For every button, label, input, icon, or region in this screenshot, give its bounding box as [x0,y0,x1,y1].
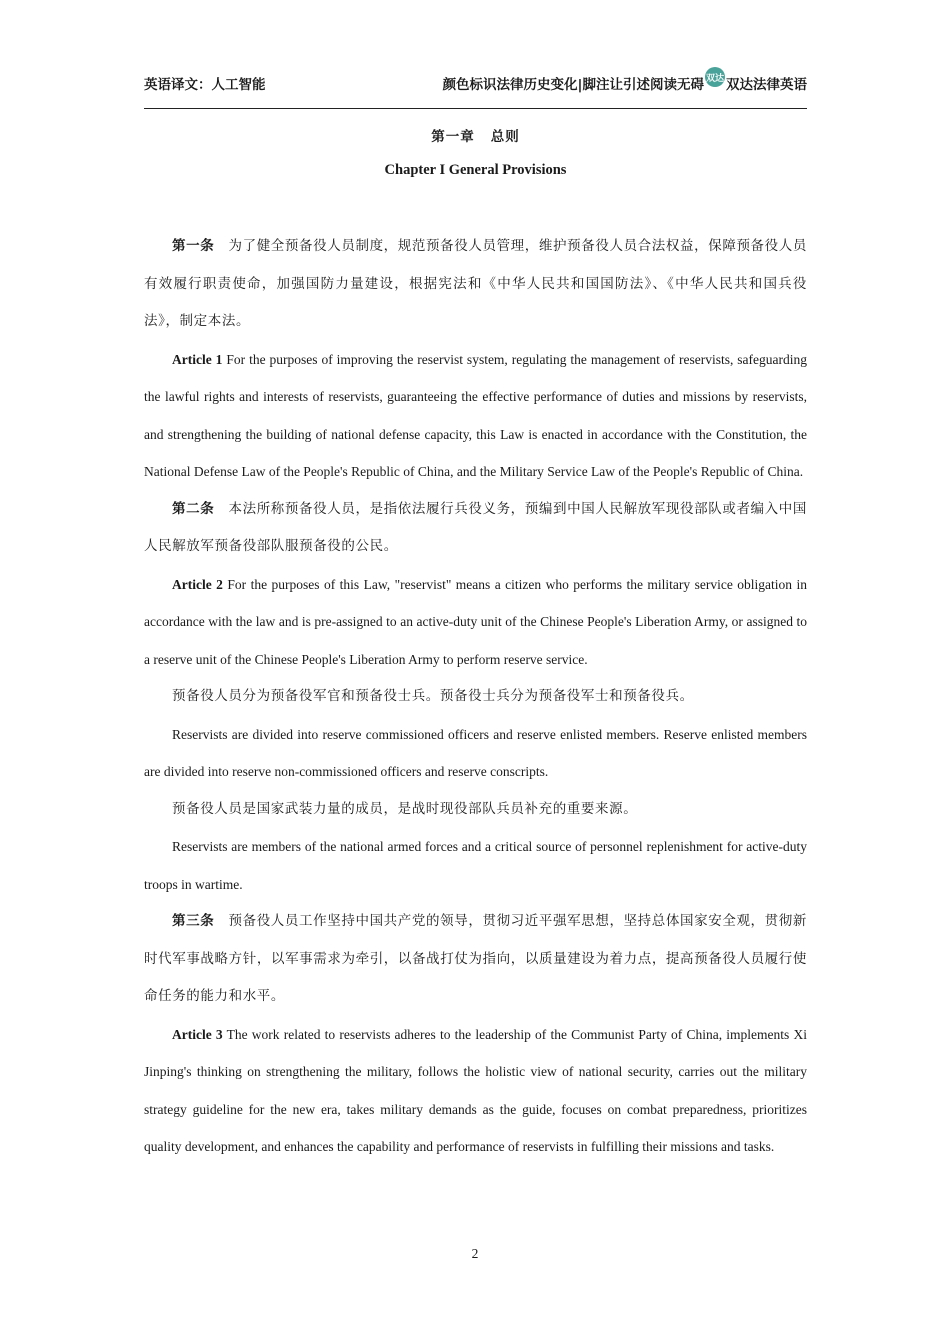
page-header [144,71,807,95]
article-3-cn [144,903,807,1016]
article-1-cn [144,228,807,341]
article-label: 第三条 [172,913,215,929]
header-tagline [443,73,807,93]
article-2-para-2-en: Reservists are divided into reserve commissioned officers and reserve enlisted members. Reserve enlisted members are divided into reserve non-commissioned officers and reserve conscripts. [144,726,807,779]
article-label: 第一条 [172,238,215,254]
chapter-name-cn: 总则 [490,129,520,145]
article-2-para-3-cn: 预备役人员是国家武装力量的成员，是战时现役部队兵员补充的重要来源。 [172,800,638,817]
header-brand: 双达法律英语 [726,77,807,93]
article-label: Article 3 [172,1026,223,1042]
article-2-cn [144,491,807,566]
chapter-title-cn [144,125,807,145]
article-text: For the purposes of improving the reservist system, regulating the management of reservists, safeguarding the lawful rights and interests of reservists, guaranteeing the effective performance of duties and missions by reservists, and strengthening the building of national defense capacity, this Law is enacted in accordance with the Constitution, the National Defense Law of the People's Republic of China, and the Military Service Law of the People's Republic of China. [144,351,807,479]
article-label: 第二条 [172,500,215,517]
article-text: 预备役人员工作坚持中国共产党的领导，贯彻习近平强军思想，坚持总体国家安全观，贯彻新时代军事战略方针，以军事需求为牵引，以备战打仗为指向，以质量建设为着力点，提高预备役人员履行使命任务的能力和水平。 [144,913,807,1004]
article-text: 为了健全预备役人员制度，规范预备役人员管理，维护预备役人员合法权益，保障预备役人员有效履行职责使命，加强国防力量建设，根据宪法和《中华人民共和国国防法》、《中华人民共和国兵役法》，制定本法。 [144,238,807,329]
article-1-en [144,341,807,491]
page-number: 2 [471,1246,479,1261]
article-2-para-2-cn: 预备役人员分为预备役军官和预备役士兵。预备役士兵分为预备役军士和预备役兵。 [172,688,694,704]
article-text: 本法所称预备役人员，是指依法履行兵役义务，预编到中国人民解放军现役部队或者编入中国人民解放军预备役部队服预备役的公民。 [144,500,807,554]
header-tagline-text: 颜色标识法律历史变化|脚注让引述阅读无碍 [442,77,704,93]
article-2-en [144,566,807,679]
header-rule [144,108,807,109]
shuangda-logo-icon: 双达 [705,67,725,87]
article-label: Article 1 [172,351,223,367]
article-label: Article 2 [172,576,223,592]
chapter-number-cn: 第一章 [431,129,475,145]
article-text: For the purposes of this Law, "reservist" means a citizen who performs the military service obligation in accordance with the law and is pre-assigned to an active-duty unit of the Chinese People's Liberation Army, or assigned to a reserve unit of the Chinese People's Liberation Army to perform reserve service. [144,576,807,667]
chapter-title-en: Chapter I General Provisions [384,162,567,178]
article-3-en [144,1016,807,1166]
article-text: The work related to reservists adheres to the leadership of the Communist Party of China, implements Xi Jinping's thinking on strengthening the military, follows the holistic view of national security, carries out the military strategy guideline for the new era, takes military demands as the guide, focuses on combat preparedness, prioritizes quality development, and enhances the capability and performance of reservists in fulfilling their missions and tasks. [144,1026,807,1154]
document-body [144,228,807,1166]
article-2-para-3-en: Reservists are members of the national armed forces and a critical source of personnel replenishment for active-duty troops in wartime. [144,839,807,892]
header-title: 英语译文：人工智能 [144,77,266,93]
